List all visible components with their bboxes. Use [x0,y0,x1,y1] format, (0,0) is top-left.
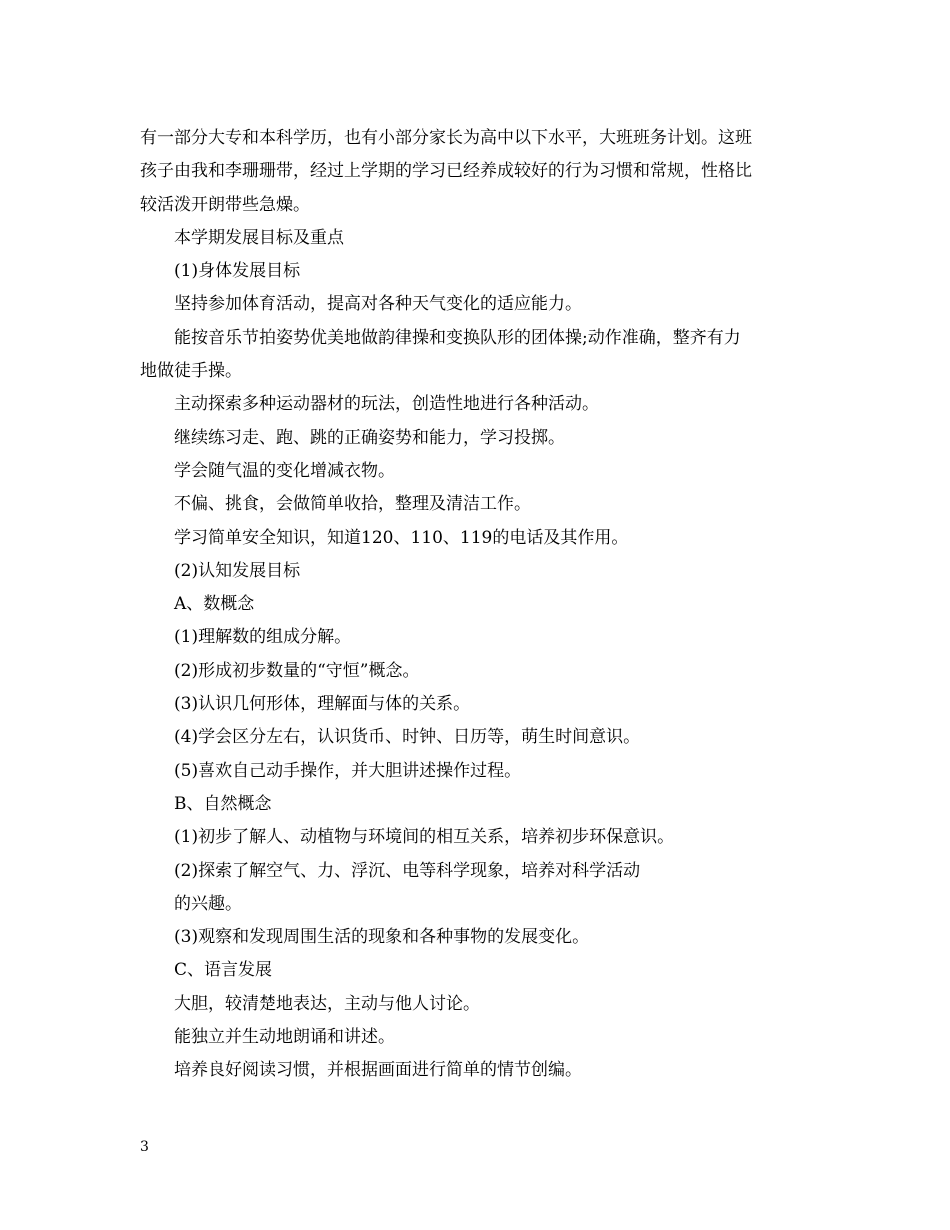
text-line: (1)初步了解人、动植物与环境间的相互关系，培养初步环保意识。 [174,827,675,848]
text-line: 有一部分大专和本科学历，也有小部分家长为高中以下水平，大班班务计划。这班 [140,128,752,148]
text-line: 坚持参加体育活动，提高对各种天气变化的适应能力。 [174,294,582,315]
text-line: 能按音乐节拍姿势优美地做韵律操和变换队形的团体操;动作准确，整齐有力 [174,327,741,348]
text-line: (2)认知发展目标 [174,560,301,581]
text-line: 地做徒手操。 [140,361,242,382]
text-line: A、数概念 [174,594,255,615]
text-line: 不偏、挑食，会做简单收拾，整理及清洁工作。 [174,494,531,515]
text-line: (3)认识几何形体，理解面与体的关系。 [174,694,471,715]
text-line: 大胆，较清楚地表达，主动与他人讨论。 [174,993,480,1014]
text-line: 学习简单安全知识，知道120、110、119的电话及其作用。 [174,527,629,548]
text-line: (2)形成初步数量的“守恒”概念。 [174,660,420,681]
text-line: 培养良好阅读习惯，并根据画面进行简单的情节创编。 [174,1060,582,1081]
text-line: 能独立并生动地朗诵和讲述。 [174,1027,395,1048]
page-number: 3 [140,1139,149,1155]
text-line: 的兴趣。 [174,893,242,914]
text-line: (3)观察和发现周围生活的现象和各种事物的发展变化。 [174,927,590,948]
text-line: (2)探索了解空气、力、浮沉、电等科学现象，培养对科学活动 [174,860,641,881]
text-line: B、自然概念 [174,793,272,814]
text-line: (5)喜欢自己动手操作，并大胆讲述操作过程。 [174,760,522,781]
text-line: (1)身体发展目标 [174,261,301,282]
text-line: (1)理解数的组成分解。 [174,627,352,648]
text-line: 孩子由我和李珊珊带，经过上学期的学习已经养成较好的行为习惯和常规，性格比 [140,161,752,182]
text-line: 继续练习走、跑、跳的正确姿势和能力，学习投掷。 [174,427,565,448]
text-line: 本学期发展目标及重点 [174,227,344,248]
text-line: 较活泼开朗带些急燥。 [140,194,310,215]
text-line: 学会随气温的变化增减衣物。 [174,460,395,481]
document-body [140,122,820,1088]
text-line: C、语言发展 [174,960,273,981]
text-line: 主动探索多种运动器材的玩法，创造性地进行各种活动。 [174,394,599,415]
text-line: (4)学会区分左右，认识货币、时钟、日历等，萌生时间意识。 [174,727,641,748]
